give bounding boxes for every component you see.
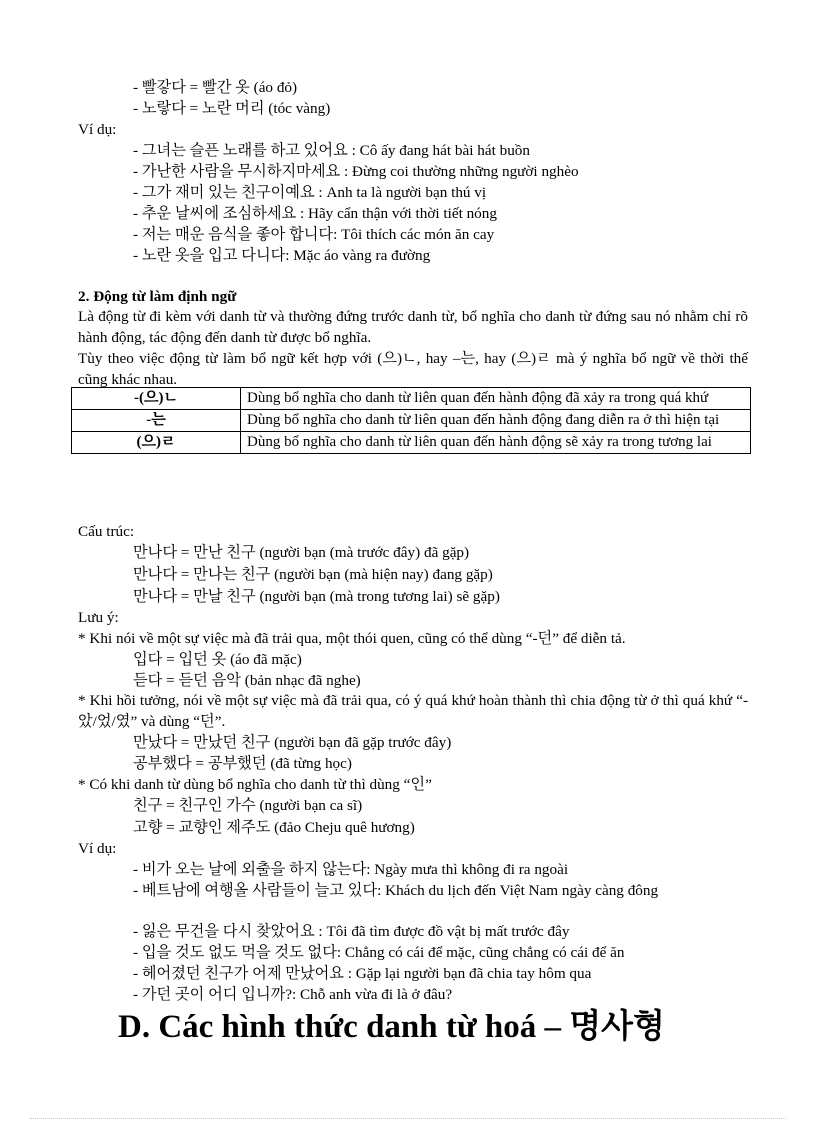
- example-line: - 입을 것도 없도 먹을 것도 없다: Chẳng có cái để mặc, cũng chẳng có cái để ăn: [133, 944, 625, 961]
- table-row: [72, 410, 751, 432]
- example-line: - 그가 재미 있는 친구이예요 : Anh ta là người bạn thú vị: [133, 184, 487, 201]
- table-value: Dùng bổ nghĩa cho danh từ liên quan đến hành động đang diễn ra ở thì hiện tại: [241, 410, 751, 432]
- table-key: (으)ㄹ: [72, 432, 241, 454]
- example-line: - 잃은 무건을 다시 찾았어요 : Tôi đã tìm được đồ vật bị mất trước đây: [133, 923, 570, 940]
- table-row: [72, 388, 751, 410]
- note-text: * Khi hồi tưởng, nói về một sự việc mà đã trải qua, có ý quá khứ hoàn thành thì chia động từ ở thì quá khứ “-았/었/였” và dùng “던”.: [78, 692, 748, 730]
- section-paragraph: Là động từ đi kèm với danh từ và thường đứng trước danh từ, bổ nghĩa cho danh từ đứng sau nó nhằm chỉ rõ hành động, tác động đến danh từ được bổ nghĩa.: [78, 308, 748, 346]
- section-paragraph: Tùy theo việc động từ làm bổ ngữ kết hợp với (으)ㄴ, hay –는, hay (으)ㄹ mà ý nghĩa bổ ngữ về thời thế cũng khác nhau.: [78, 350, 748, 388]
- note-example: 입다 = 입던 옷 (áo đã mặc): [133, 651, 302, 668]
- example-line: - 헤어졌던 친구가 어제 만났어요 : Gặp lại người bạn đã chia tay hôm qua: [133, 965, 592, 982]
- table-value: Dùng bổ nghĩa cho danh từ liên quan đến hành động sẽ xảy ra trong tương lai: [241, 432, 751, 454]
- section-heading-d: D. Các hình thức danh từ hoá – 명사형: [118, 1009, 665, 1045]
- vidu-label: Ví dụ:: [78, 121, 117, 138]
- structure-line: 만나다 = 만날 친구 (người bạn (mà trong tương lai) sẽ gặp): [133, 588, 500, 605]
- example-line: - 빨갛다 = 빨간 옷 (áo đỏ): [133, 79, 298, 96]
- structure-line: 만나다 = 만난 친구 (người bạn (mà trước đây) đã gặp): [133, 544, 470, 561]
- note-text: * Có khi danh từ dùng bổ nghĩa cho danh từ thì dùng “인”: [78, 776, 432, 793]
- structure-label: Cấu trúc:: [78, 523, 135, 540]
- example-line: - 비가 오는 날에 외출을 하지 않는다: Ngày mưa thì không đi ra ngoài: [133, 861, 569, 878]
- section-title: 2. Động từ làm định ngữ: [78, 288, 237, 305]
- vidu-label: Ví dụ:: [78, 840, 117, 857]
- structure-line: 만나다 = 만나는 친구 (người bạn (mà hiện nay) đang gặp): [133, 566, 493, 583]
- table-key: -(으)ㄴ: [72, 388, 241, 410]
- example-line: - 베트남에 여행올 사람들이 늘고 있다: Khách du lịch đến Việt Nam ngày càng đông: [133, 882, 659, 899]
- note-example: 공부했다 = 공부했던 (đã từng học): [133, 755, 352, 772]
- example-line: - 그녀는 슬픈 노래를 하고 있어요 : Cô ấy đang hát bài hát buồn: [133, 142, 530, 159]
- example-line: - 노란 옷을 입고 다니다: Mặc áo vàng ra đường: [133, 247, 431, 264]
- table-value: Dùng bổ nghĩa cho danh từ liên quan đến hành động đã xảy ra trong quá khứ: [241, 388, 751, 410]
- note-example: 듣다 = 듣던 음악 (bản nhạc đã nghe): [133, 672, 361, 689]
- example-line: - 가난한 사람을 무시하지마세요 : Đừng coi thường những người nghèo: [133, 163, 579, 180]
- note-example: 친구 = 친구인 가수 (người bạn ca sĩ): [133, 797, 363, 814]
- example-line: - 추운 날씨에 조심하세요 : Hãy cẩn thận với thời tiết nóng: [133, 205, 497, 222]
- suffix-table: [71, 387, 751, 454]
- note-label: Lưu ý:: [78, 609, 119, 626]
- note-text: * Khi nói về một sự việc mà đã trải qua, một thói quen, cũng có thể dùng “-던” để diễn tả.: [78, 630, 626, 647]
- note-example: 고향 = 교향인 제주도 (đảo Cheju quê hương): [133, 819, 415, 836]
- table-key: -는: [72, 410, 241, 432]
- example-line: - 노랗다 = 노란 머리 (tóc vàng): [133, 100, 331, 117]
- example-line: - 가던 곳이 어디 입니까?: Chỗ anh vừa đi là ở đâu?: [133, 986, 453, 1003]
- example-line: - 저는 매운 음식을 좋아 합니다: Tôi thích các món ăn cay: [133, 226, 495, 243]
- note-example: 만났다 = 만났던 친구 (người bạn đã gặp trước đây): [133, 734, 452, 751]
- table-row: [72, 432, 751, 454]
- page-footer-divider: [30, 1118, 786, 1119]
